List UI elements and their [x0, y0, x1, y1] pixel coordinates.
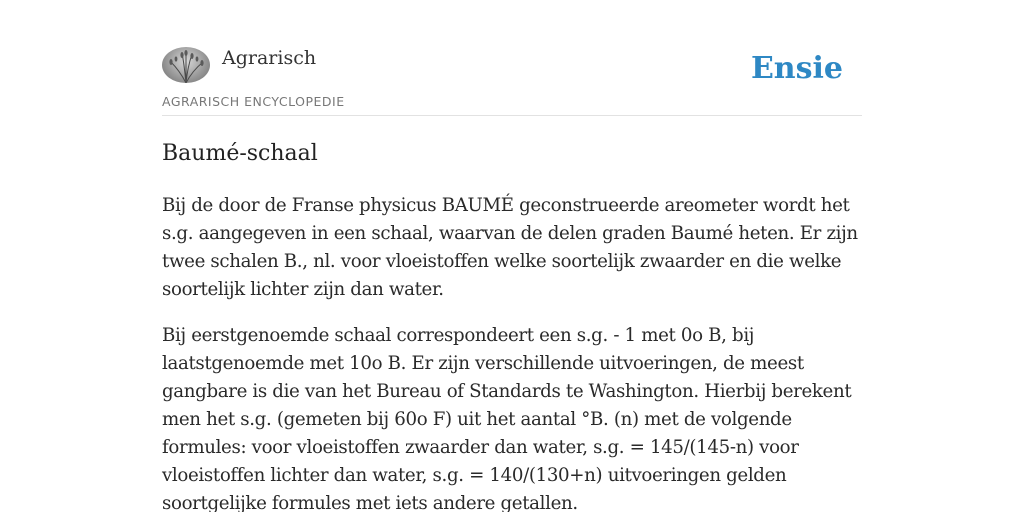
ensie-brand-logo[interactable]: Ensie	[750, 51, 843, 86]
header	[162, 46, 862, 116]
source-subtitle: AGRARISCH ENCYCLOPEDIE	[162, 94, 345, 109]
wheat-logo-icon[interactable]	[162, 47, 210, 83]
article-title: Baumé-schaal	[162, 141, 318, 166]
article-paragraph: Bij eerstgenoemde schaal correspondeert een s.g. - 1 met 0o B, bij laatstgenoemde met 10o B. Er zijn verschillende uitvoeringen, de meest gangbare is die van het Bureau of Standards te Washington. Hierbij berekent men het s.g. (gemeten bij 60o F) uit het aantal °B. (n) met de volgende formules: voor vloeistoffen zwaarder dan water, s.g. = 145/(145-n) voor vloeistoffen lichter dan water, s.g. = 140/(130+n) uitvoeringen gelden soortgelijke formules met iets andere getallen.	[162, 325, 852, 512]
source-name-link[interactable]: Agrarisch	[222, 47, 317, 69]
header-divider	[162, 115, 862, 116]
article-body	[162, 192, 862, 512]
article-paragraph: Bij de door de Franse physicus BAUMÉ geconstrueerde areometer wordt het s.g. aangegeven in een schaal, waarvan de delen graden Baumé heten. Er zijn twee schalen B., nl. voor vloeistoffen welke soortelijk zwaarder en die welke soortelijk lichter zijn dan water.	[162, 195, 858, 300]
